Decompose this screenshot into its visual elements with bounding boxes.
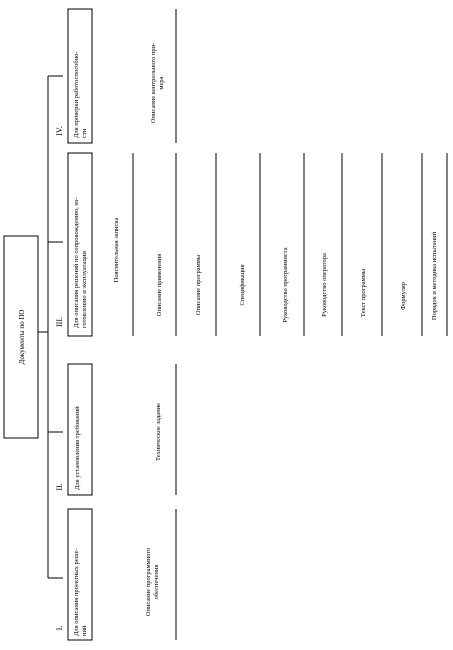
- group-ii-doc-1-line-1: Техническое задание: [155, 402, 162, 462]
- group-iv: [55, 9, 176, 143]
- group-iv-numeral: IV.: [55, 126, 64, 136]
- group-iii-doc-9-line-1: Порядок и методика испытаний: [431, 231, 438, 321]
- group-iii-header-box: [68, 153, 92, 336]
- group-i-header-line-1: Для описания проектных реше-: [73, 548, 80, 636]
- group-iii-numeral: III.: [55, 317, 64, 327]
- group-iv-doc-1-line-1: Описание контрольного при-: [150, 42, 157, 124]
- group-ii-header-line-1: Для установления требований: [74, 406, 81, 490]
- group-iii-doc-2-line-1: Описание применения: [156, 253, 163, 317]
- group-iv-header-line-1: Для проверки работоспособно-: [73, 51, 80, 138]
- group-iii-doc-4-line-1: Спецификация: [239, 264, 246, 306]
- group-i-numeral: I.: [55, 625, 64, 631]
- group-i-header-box: [68, 509, 92, 640]
- group-iii-doc-7-line-1: Текст программы: [360, 268, 367, 318]
- group-i: [55, 509, 176, 640]
- group-iii-doc-3-line-1: Описание программы: [195, 254, 202, 316]
- group-iii-doc-5-line-1: Руководство программиста: [282, 247, 289, 323]
- root-node: [4, 236, 38, 438]
- group-iv-doc-1-line-2: мера: [158, 76, 165, 90]
- group-iv-header-box: [68, 9, 92, 143]
- root-label: Документы по ПО: [18, 309, 26, 365]
- group-iii-header-line-1: Для описания решений по сопровождению, из-: [73, 197, 80, 328]
- group-iii-doc-1-line-1: Пояснительная записка: [113, 217, 120, 283]
- group-i-header-line-2: ний: [81, 625, 88, 636]
- group-ii-numeral: II.: [55, 483, 64, 491]
- group-iii-doc-8-line-1: Формуляр: [400, 281, 407, 311]
- group-ii: [55, 364, 176, 495]
- group-i-doc-1-line-1: Описание программного: [145, 547, 152, 617]
- group-iii-header-line-2: готовлению и эксплуатации: [81, 251, 88, 328]
- group-iv-header-line-2: сти: [81, 128, 88, 138]
- group-i-doc-1-line-2: обеспечения: [153, 564, 160, 600]
- group-iii: [55, 153, 447, 336]
- group-iii-doc-6-line-1: Руководство оператора: [321, 253, 328, 317]
